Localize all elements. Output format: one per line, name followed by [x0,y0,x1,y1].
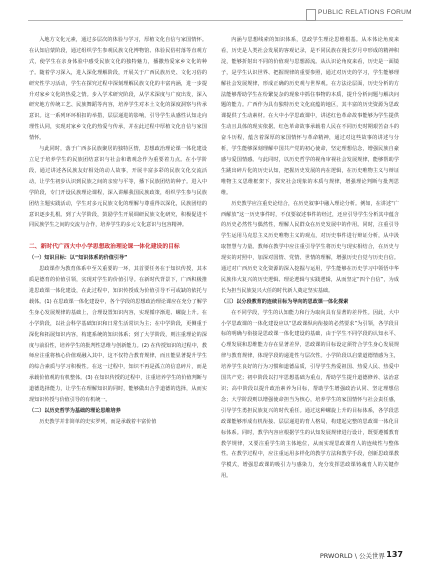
paragraph: 内涵与思想线索的知识体系，思政学生理论思维根基。从本体论角度来看，历史是人类社会发展的客观记录，是不同民族在漫长岁月中形成的精神积淀，能够折射出不同的价值观与思想源流。从认识论角度来看，历史是一面镜子，是学生认识世界、把握规律的重要参照，通过对历史的学习，学生能够理解社会发展规律，形成正确的历史观与世界观。在方法论层面，历史分析的方法能够帮助学生在纷繁复杂的现象中抓住事物的本质，提升分析问题与解决问题的能力。广西作为具有独特历史文化底蕴的地区，其丰富的历史资源为思政课提供了生动素材。在大中小学思政课中，讲述红色革命故事能够为学生提供生动且具体的现实依据。红色革命故事承载着人民在不同历史时期艰苦奋斗的奋斗历程，蕴含着深厚的家国情怀与革命精神，通过对这些故事的讲述与分析，学生能够深刻理解中国共产党的初心使命，坚定理想信念，增强民族自豪感与爱国情感。与此同时，以历史哲学的视角审视社会发展规律，能够帮助学生跳出碎片化的历史认知，把握历史发展的内在逻辑，在历史唯物主义与辩证唯物主义思维框架下，探究社会现象的本质与规律，增强理论判断与批判思维。 [221,37,399,196]
left-column [29,35,207,428]
header-title-rest: UBLIC RELATIONS FORUM [322,9,412,16]
paragraph: 在不同学段，学生的认知能力和行为取向具有显著的差异性。因此，大中小学思政课的一体化建设应以“思政课纵向衔接的必然要求”为引领，各学段目标的明确与衔接是思政课一体化建设的基础，由于学生不同学段的认知水平、心理发展和思维能力存在显著差异，思政课的目标设定须符合学生身心发展规律与教育规律，体现学段的递进性与层次性。小学阶段以启蒙道德情感为主，培养学生良好的行为习惯和道德品质，引导学生热爱祖国、热爱人民、热爱中国共产党；初中阶段以打牢思想基础为重点，帮助学生提升道德修养、法治意识；高中阶段以提升政治素养为目标，帮助学生增强政治认同、坚定理想信念；大学阶段则以增强使命担当为核心，培养学生的家国情怀与社会责任感，引导学生勇担民族复兴的时代重任。通过这种螺旋上升的目标体系，各学段思政课能够形成有机衔接、层层递进的育人格局，构建起完整的思政课一体化目标体系。同时，教学内容应根据学生的认知发展规律进行设计，既要遵循教育教学规律，又要注重学生的主体地位，从而实现思政课育人的连续性与整体性。在教学过程中，应注重运用多样化的教学方法和教学手段，创新思政课教学模式，增强思政课的吸引力与感染力，充分发挥思政课铸魂育人的关键作用。 [221,309,399,480]
page-footer [0,548,427,564]
subsection-heading: （三）以分段教育的连续目标为导向的思政课一体化探索 [221,298,349,305]
section-heading: 二、新时代广西大中小学思想政治理论课一体化建设的目标 [29,244,180,251]
paragraph: 入地方文化元素，通过多层次的体验与学习，厚植文化自信与家国情怀。在认知启蒙阶段，通过组织学生参观民族文化博物馆、体验民俗村落等直观方式，使学生在亲身体验中感受民族文化的独特魅力，播撒热爱家乡文化的种子。随着学习深入，进入深化理解阶段，开展关于广西民族历史、文化习俗的研究性学习活动，学生在探究过程中深刻理解民族文化的丰富内涵，进一步提升对家乡文化的热爱之情。步入学术研究阶段，从学术深度与广度出发，深入研究地方传统工艺、民族舞蹈等内容，培养学生对本土文化的深度洞察与传承意识。这一系列环环相扣的举措，层层递进的影响，引导学生从感性认知走向理性认同，实现对家乡文化的热爱与传承，并在此过程中厚植文化自信与家国情怀。 [29,37,207,142]
subsection-heading: （一）知识目标：以“知识体系的价值引导” [29,255,128,262]
paragraph: 历史教学应注重史论结合，在历史叙事中融入理论分析。例如，在讲述“广西解放”这一历史事件时，不仅要叙述事件的经过，还应引导学生分析其中蕴含的历史必然性与偶然性，理解人民群众在历史发展中的作用。同时，注重引导学生运用马克思主义历史唯物主义的观点，对历史事件进行辩证分析，从中汲取智慧与力量。教师在教学中应注重引导学生将历史与现实相结合，在历史与现实的对照中，加深对国情、党情、世情的理解，增强历史自觉与历史自信。通过对广西历史文化资源的深入挖掘与运用，学生能够在历史学习中领悟中华民族伟大复兴的历史逻辑、理论逻辑与实践逻辑，从而坚定“四个自信”，为成长为担当民族复兴大任的时代新人奠定坚实基础。 [221,200,399,294]
paragraph: 历史教学并非简单的史实罗列，而是承载着丰富价值 [39,418,157,425]
right-column [221,35,399,482]
journal-section-title [318,9,412,16]
magazine-name: PRWORLD \ 公关世界 [319,552,385,560]
header-title-initial: P [318,9,323,16]
header-rule [28,20,403,21]
page-header [0,0,427,30]
paragraph: 思政课作为教育体系中至关重要的一环，其首要任务在于知识传授，其本质是德育的价值引领，实现对学生的价值引导。在新时代背景下，广西积极推进思政课一体化建设，在此过程中，知识传授成为价值引导不可或缺的依托与载体。(1) 在思政课一体化建设中，各个学段的思想政治理论课应在充分了解学生身心发展规律的基础上，合理设置知识内容，实现循序渐进、螺旋上升。在小学阶段，以社会科学基础知识和日常生活常识为主；在中学阶段，更侧重于深化和拓展知识内容，构建系统的知识体系；到了大学阶段，则注重理论的深度与前沿性，培养学生的批判性思维与创新能力。(2) 在传授知识的过程中，教师应注重将核心价值观融入其中，这不仅符合教育规律，而且能显著提升学生的综合素质与学习积极性。在这一过程中，知识不再是孤立的信息碎片，而是承载价值观的有机整体。(3) 在知识传授的过程中，注重培养学生的价值判断与道德选择能力，让学生在理解知识的同时，能够做出合乎道德的选择，从而实现知识传授与价值引导的有机统一。 [29,266,207,404]
page-number: 137 [386,550,403,559]
header-logo-box [306,9,316,21]
subsection-heading: （二）以历史哲学为基础的理论思维培养 [29,408,121,414]
paragraph: 与此同时，落于广西多民族聚居的独特区情，思想政治理论课一体化建设立足于培养学生的民族团结意识与社会和谐观念作为重要着力点。在小学阶段，通过讲述各民族友好相处的动人故事，开展丰富多彩的民族文化交流活动，让学生初步认识到民族之间的亲密与平等，播下民族团结的种子。进入中学阶段，专门开设民族理论课程，深入讲解我国民族政策，组织学生参与民族团结主题实践活动，学生对多元民族文化的理解与尊重得以深化，民族团结的意识逐步扎根。到了大学阶段，鼓励学生开展调研民族文化研究，积极促进不同民族学生之间的交流与合作，培养学生的多元文化意识与包容精神。 [29,146,207,229]
